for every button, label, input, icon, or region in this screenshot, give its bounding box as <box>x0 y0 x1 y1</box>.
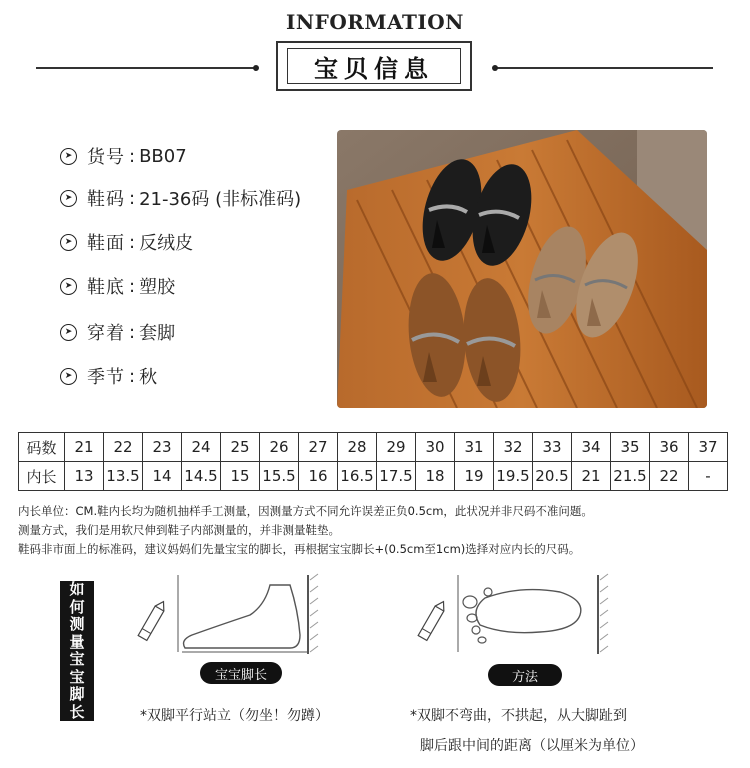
table-cell: 26 <box>260 433 299 462</box>
table-cell: 34 <box>572 433 611 462</box>
spec-label: 鞋码 <box>87 189 125 210</box>
heading-rule-right <box>497 67 713 69</box>
spec-label: 穿着 <box>87 323 125 344</box>
foot-top-icon <box>476 590 581 633</box>
table-cell: 15.5 <box>260 462 299 491</box>
heading-rule-dot-left <box>253 65 259 71</box>
info-heading: INFORMATION <box>286 10 464 34</box>
table-cell: 32 <box>494 433 533 462</box>
table-cell: 16.5 <box>338 462 377 491</box>
title-char: 脚 <box>69 685 85 703</box>
title-char: 何 <box>69 597 85 616</box>
method-badge: 方法 <box>488 664 562 686</box>
table-cell: 30 <box>416 433 455 462</box>
title-char: 宝 <box>69 667 85 686</box>
spec-value: 套脚 <box>139 323 176 344</box>
table-cell: 23 <box>143 433 182 462</box>
table-cell: 33 <box>533 433 572 462</box>
table-cell: 22 <box>650 462 689 491</box>
spec-item-wear: ➤ 穿着 : 套脚 <box>60 318 175 346</box>
how-to-measure-title <box>60 581 94 721</box>
size-table <box>18 432 728 491</box>
pencil-icon <box>138 599 168 640</box>
title-char: 如 <box>69 580 85 598</box>
note-line: 鞋码非市面上的标准码，建议妈妈们先量宝宝的脚长，再根据宝宝脚长+(0.5cm至1cm)选择对应内长的尺码。 <box>18 542 581 556</box>
table-cell: 14.5 <box>182 462 221 491</box>
table-cell: 25 <box>221 433 260 462</box>
spec-label: 鞋面 <box>87 233 125 254</box>
table-cell: 27 <box>299 433 338 462</box>
table-cell: 21.5 <box>611 462 650 491</box>
table-cell: 35 <box>611 433 650 462</box>
table-cell: 21 <box>572 462 611 491</box>
table-cell: 29 <box>377 433 416 462</box>
spec-value: 塑胶 <box>139 277 176 298</box>
table-cell: 36 <box>650 433 689 462</box>
note-line: 测量方式，我们是用软尺伸到鞋子内部测量的，并非测量鞋垫。 <box>18 523 340 537</box>
table-cell: 19.5 <box>494 462 533 491</box>
table-cell: 13 <box>65 462 104 491</box>
spec-item-season: ➤ 季节 : 秋 <box>60 362 157 390</box>
spec-value: 秋 <box>139 367 158 388</box>
table-cell: 15 <box>221 462 260 491</box>
product-photo <box>337 130 707 408</box>
table-cell: 24 <box>182 433 221 462</box>
row-header: 码数 <box>19 433 65 462</box>
circle-chevron-right-icon: ➤ <box>60 278 77 295</box>
table-row-length <box>19 462 728 491</box>
table-cell: 17.5 <box>377 462 416 491</box>
circle-chevron-right-icon: ➤ <box>60 190 77 207</box>
right-caption-line2: 脚后跟中间的距离（以厘米为单位） <box>420 738 644 754</box>
title-char: 量 <box>69 632 85 651</box>
spec-label: 货号 <box>87 147 125 168</box>
table-cell: 22 <box>104 433 143 462</box>
title-char: 宝 <box>69 650 85 668</box>
circle-chevron-right-icon: ➤ <box>60 368 77 385</box>
note-line: 内长单位：CM.鞋内长均为随机抽样手工测量，因测量方式不同允许误差正负0.5cm，此状况并非尺码不准问题。 <box>18 504 593 518</box>
spec-item-size: ➤ 鞋码 : 21-36码 (非标准码) <box>60 184 301 212</box>
spec-label: 季节 <box>87 367 125 388</box>
table-row-size <box>19 433 728 462</box>
row-header: 内长 <box>19 462 65 491</box>
foot-side-illustration <box>130 570 330 660</box>
table-cell: 18 <box>416 462 455 491</box>
title-char: 测 <box>69 615 85 633</box>
circle-chevron-right-icon: ➤ <box>60 148 77 165</box>
spec-label: 鞋底 <box>87 277 125 298</box>
table-cell: 21 <box>65 433 104 462</box>
circle-chevron-right-icon: ➤ <box>60 234 77 251</box>
spec-value: BB07 <box>139 145 187 167</box>
right-caption-line1: *双脚不弯曲，不拱起，从大脚趾到 <box>410 708 627 724</box>
circle-chevron-right-icon: ➤ <box>60 324 77 341</box>
table-cell: 19 <box>455 462 494 491</box>
cn-title: 宝贝信息 <box>287 48 461 84</box>
left-caption: *双脚平行站立（勿坐！勿蹲） <box>140 708 329 724</box>
spec-value: 反绒皮 <box>139 233 194 254</box>
table-cell: 14 <box>143 462 182 491</box>
title-char: 长 <box>69 702 85 721</box>
table-cell: 20.5 <box>533 462 572 491</box>
heading-rule-dot-right <box>492 65 498 71</box>
table-cell: - <box>689 462 728 491</box>
size-notes <box>18 502 593 559</box>
foot-top-illustration <box>410 570 620 660</box>
cn-title-box <box>276 41 472 91</box>
table-cell: 37 <box>689 433 728 462</box>
foot-side-icon <box>184 585 300 648</box>
spec-item-sku: ➤ 货号 : BB07 <box>60 142 187 170</box>
foot-length-badge: 宝宝脚长 <box>200 662 282 684</box>
heading-rule-left <box>36 67 254 69</box>
pencil-icon <box>418 599 448 640</box>
spec-item-upper: ➤ 鞋面 : 反绒皮 <box>60 228 193 256</box>
table-cell: 13.5 <box>104 462 143 491</box>
spec-value: 21-36码 (非标准码) <box>139 189 302 210</box>
table-cell: 28 <box>338 433 377 462</box>
table-cell: 31 <box>455 433 494 462</box>
spec-item-sole: ➤ 鞋底 : 塑胶 <box>60 272 175 300</box>
table-cell: 16 <box>299 462 338 491</box>
